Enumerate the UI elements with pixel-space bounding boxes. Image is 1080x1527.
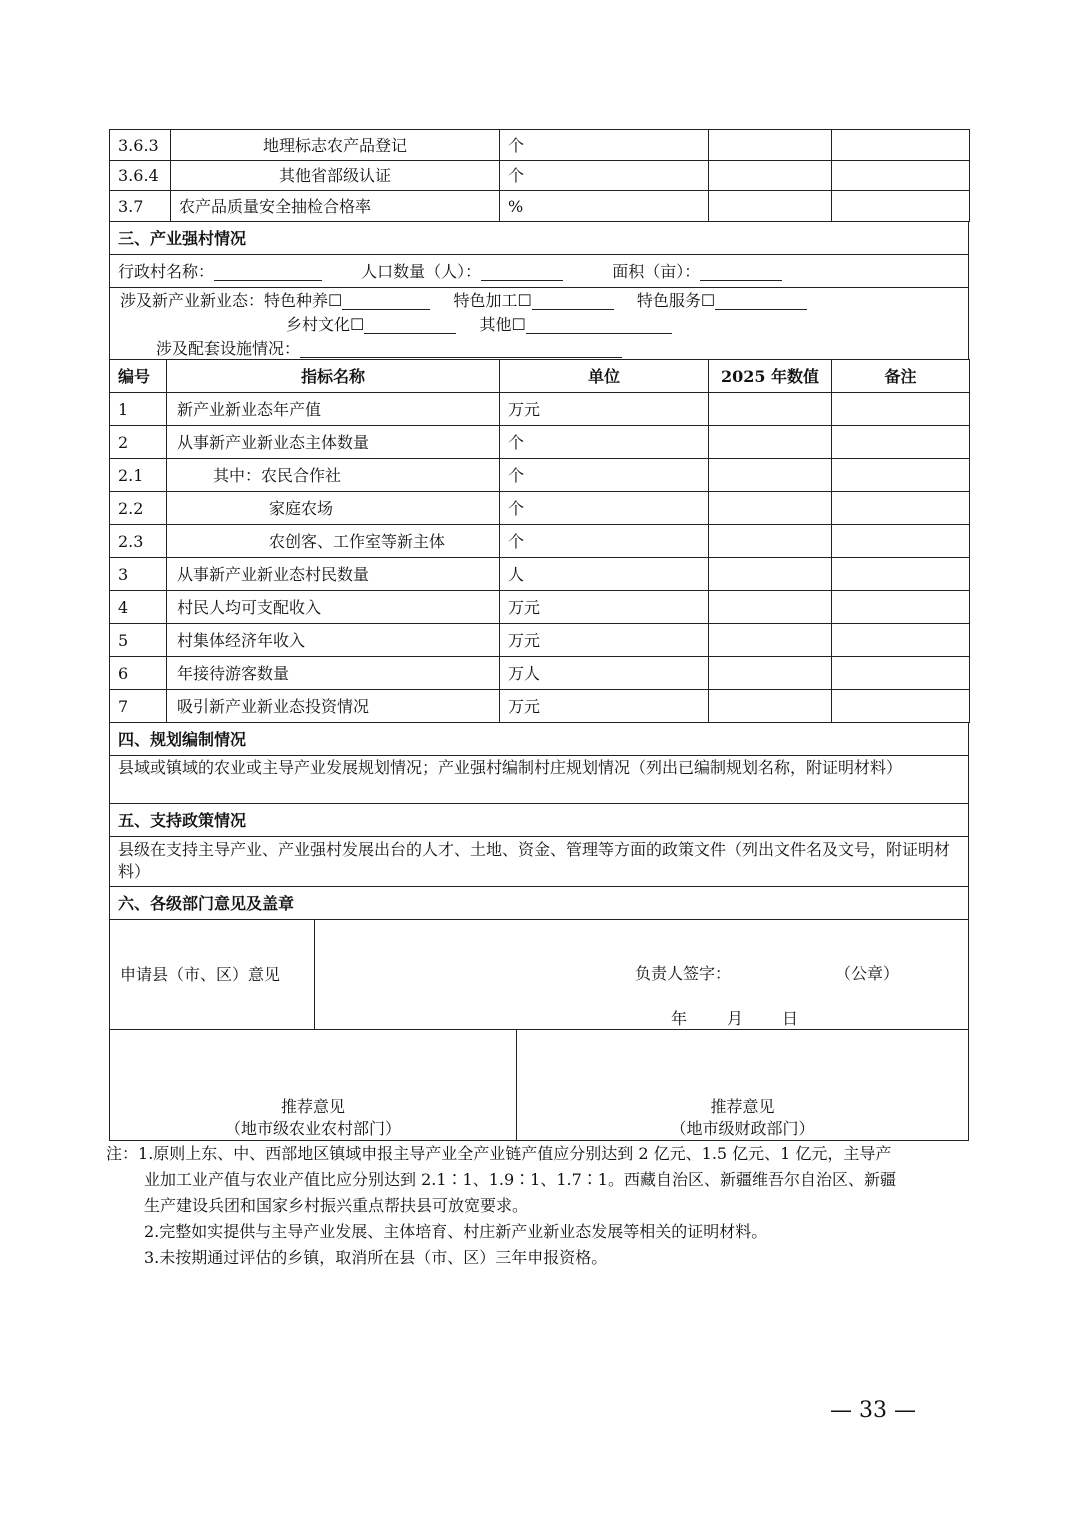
page-number: — 33 — — [830, 1398, 916, 1423]
value-cell[interactable] — [709, 426, 832, 459]
rec-right-label: 推荐意见 — [710, 1097, 775, 1116]
unit: 万元 — [500, 624, 709, 657]
row-number: 3.6.4 — [110, 161, 171, 191]
area-field[interactable] — [700, 265, 782, 281]
header-remark: 备注 — [832, 360, 970, 393]
section5-body[interactable] — [109, 836, 969, 887]
table-row — [110, 657, 970, 690]
checkbox-processing[interactable]: 特色加工☐ — [453, 291, 532, 310]
remark-cell[interactable] — [832, 525, 970, 558]
notes-prefix: 注： — [106, 1144, 139, 1163]
facility-field[interactable] — [300, 342, 622, 358]
indicator-name: 其中：农民合作社 — [167, 459, 500, 492]
table-row — [110, 130, 970, 161]
row-number: 2.1 — [110, 459, 167, 492]
unit: % — [500, 191, 709, 222]
remark-cell[interactable] — [832, 492, 970, 525]
row-number: 3 — [110, 558, 167, 591]
remark-cell[interactable] — [832, 657, 970, 690]
value-cell[interactable] — [709, 130, 832, 161]
remark-cell[interactable] — [832, 426, 970, 459]
table-row — [110, 624, 970, 657]
indicator-name: 村民人均可支配收入 — [167, 591, 500, 624]
unit: 个 — [500, 459, 709, 492]
date-month: 月 — [727, 1009, 744, 1028]
section5-text: 县级在支持主导产业、产业强村发展出台的人才、土地、资金、管理等方面的政策文件（列出文件名及文号，附证明材料） — [118, 840, 951, 881]
indicator-rows — [110, 393, 970, 723]
county-opinion-cell[interactable] — [314, 919, 969, 1030]
facility-label: 涉及配套设施情况： — [156, 339, 301, 358]
row-number: 3.6.3 — [110, 130, 171, 161]
note-3: 3.未按期通过评估的乡镇，取消所在县（市、区）三年申报资格。 — [144, 1248, 608, 1267]
remark-cell[interactable] — [832, 393, 970, 426]
checkbox-service[interactable]: 特色服务☐ — [636, 291, 716, 310]
row-number: 2.3 — [110, 525, 167, 558]
indicator-name: 地理标志农产品登记 — [171, 130, 500, 161]
unit: 个 — [500, 426, 709, 459]
table-row — [110, 525, 970, 558]
remark-cell[interactable] — [832, 459, 970, 492]
rec-right-cell[interactable] — [516, 1029, 969, 1141]
value-cell[interactable] — [709, 690, 832, 723]
section6-heading: 六、各级部门意见及盖章 — [118, 894, 295, 913]
note-1-line-3: 生产建设兵团和国家乡村振兴重点帮扶县可放宽要求。 — [144, 1196, 529, 1215]
table-row — [110, 426, 970, 459]
table-row — [110, 191, 970, 222]
planting-field[interactable] — [342, 294, 430, 310]
row-number: 1 — [110, 393, 167, 426]
row-number: 6 — [110, 657, 167, 690]
table-row — [110, 393, 970, 426]
indicator-name: 吸引新产业新业态投资情况 — [167, 690, 500, 723]
section4-heading-row — [109, 722, 969, 756]
remark-cell[interactable] — [832, 591, 970, 624]
row-number: 3.7 — [110, 191, 171, 222]
indicator-name: 农创客、工作室等新主体 — [167, 525, 500, 558]
indicator-name: 年接待游客数量 — [167, 657, 500, 690]
section6-heading-row — [109, 886, 969, 920]
top-indicator-table — [109, 129, 970, 222]
header-unit: 单位 — [500, 360, 709, 393]
indicator-name: 农产品质量安全抽检合格率 — [171, 191, 500, 222]
rec-right-dept: （地市级财政部门） — [670, 1119, 815, 1138]
row-number: 2 — [110, 426, 167, 459]
new-business-row — [109, 287, 969, 360]
indicator-table — [109, 359, 970, 723]
unit: 万元 — [500, 393, 709, 426]
table-row — [110, 492, 970, 525]
table-row — [110, 690, 970, 723]
remark-cell[interactable] — [832, 130, 970, 161]
header-name: 指标名称 — [167, 360, 500, 393]
row-number: 4 — [110, 591, 167, 624]
table-row — [110, 558, 970, 591]
section3-heading-row — [109, 221, 969, 255]
remark-cell[interactable] — [832, 624, 970, 657]
value-cell[interactable] — [709, 591, 832, 624]
new-business-label: 涉及新产业新业态： — [120, 291, 265, 310]
service-field[interactable] — [715, 294, 807, 310]
checkbox-other[interactable]: 其他☐ — [479, 315, 526, 334]
county-opinion-label: 申请县（市、区）意见 — [120, 965, 281, 984]
table-row — [110, 459, 970, 492]
section3-heading: 三、产业强村情况 — [118, 229, 247, 248]
unit: 万人 — [500, 657, 709, 690]
section4-heading: 四、规划编制情况 — [118, 730, 247, 749]
village-name-field[interactable] — [214, 265, 322, 281]
population-label: 人口数量（人）： — [361, 262, 482, 281]
unit: 万元 — [500, 591, 709, 624]
remark-cell[interactable] — [832, 558, 970, 591]
other-field[interactable] — [526, 318, 672, 334]
indicator-name: 村集体经济年收入 — [167, 624, 500, 657]
processing-field[interactable] — [532, 294, 614, 310]
indicator-name: 从事新产业新业态村民数量 — [167, 558, 500, 591]
indicator-name: 新产业新业态年产值 — [167, 393, 500, 426]
area-label: 面积（亩）： — [612, 262, 701, 281]
header-value: 2025 年数值 — [709, 360, 832, 393]
value-cell[interactable] — [709, 558, 832, 591]
section4-body[interactable] — [109, 755, 969, 804]
section4-text: 县域或镇域的农业或主导产业发展规划情况；产业强村编制村庄规划情况（列出已编制规划名称，附证明材料） — [118, 758, 903, 777]
signature-label: 负责人签字： — [635, 964, 732, 983]
value-cell[interactable] — [709, 459, 832, 492]
value-cell[interactable] — [709, 191, 832, 222]
row-number: 2.2 — [110, 492, 167, 525]
county-label-cell — [109, 919, 315, 1030]
unit: 个 — [500, 525, 709, 558]
table-header-row — [110, 360, 970, 393]
unit: 个 — [500, 161, 709, 191]
rec-left-label: 推荐意见 — [280, 1097, 345, 1116]
note-1-line-1: 1.原则上东、中、西部地区镇域申报主导产业全产业链产值应分别达到 2 亿元、1.5 亿元、1 亿元，主导产 — [138, 1144, 892, 1163]
rec-left-dept: （地市级农业农村部门） — [224, 1119, 401, 1138]
header-num: 编号 — [110, 360, 167, 393]
seal-label: （公章） — [835, 964, 900, 983]
unit: 人 — [500, 558, 709, 591]
indicator-name: 其他省部级认证 — [171, 161, 500, 191]
indicator-name: 从事新产业新业态主体数量 — [167, 426, 500, 459]
row-number: 5 — [110, 624, 167, 657]
row-number: 7 — [110, 690, 167, 723]
unit: 个 — [500, 130, 709, 161]
population-field[interactable] — [481, 265, 563, 281]
value-cell[interactable] — [709, 525, 832, 558]
table-row — [110, 591, 970, 624]
indicator-name: 家庭农场 — [167, 492, 500, 525]
date-day: 日 — [782, 1009, 799, 1028]
remark-cell[interactable] — [832, 690, 970, 723]
village-name-label: 行政村名称： — [118, 262, 215, 281]
unit: 万元 — [500, 690, 709, 723]
value-cell[interactable] — [709, 624, 832, 657]
section5-heading: 五、支持政策情况 — [118, 811, 247, 830]
value-cell[interactable] — [709, 657, 832, 690]
remark-cell[interactable] — [832, 161, 970, 191]
village-info-row — [109, 254, 969, 288]
checkbox-culture[interactable]: 乡村文化☐ — [286, 315, 365, 334]
value-cell[interactable] — [709, 161, 832, 191]
checkbox-planting[interactable]: 特色种养☐ — [264, 291, 343, 310]
culture-field[interactable] — [364, 318, 456, 334]
value-cell[interactable] — [709, 393, 832, 426]
remark-cell[interactable] — [832, 191, 970, 222]
date-year: 年 — [671, 1009, 688, 1028]
note-2: 2.完整如实提供与主导产业发展、主体培育、村庄新产业新业态发展等相关的证明材料。 — [144, 1222, 768, 1241]
note-1-line-2: 业加工业产值与农业产值比应分别达到 2.1∶1、1.9∶1、1.7∶1。西藏自治区、新疆维吾尔自治区、新疆 — [144, 1170, 896, 1189]
section5-heading-row — [109, 803, 969, 837]
unit: 个 — [500, 492, 709, 525]
notes — [106, 1141, 986, 1271]
value-cell[interactable] — [709, 492, 832, 525]
table-row — [110, 161, 970, 191]
rec-left-cell[interactable] — [109, 1029, 517, 1141]
